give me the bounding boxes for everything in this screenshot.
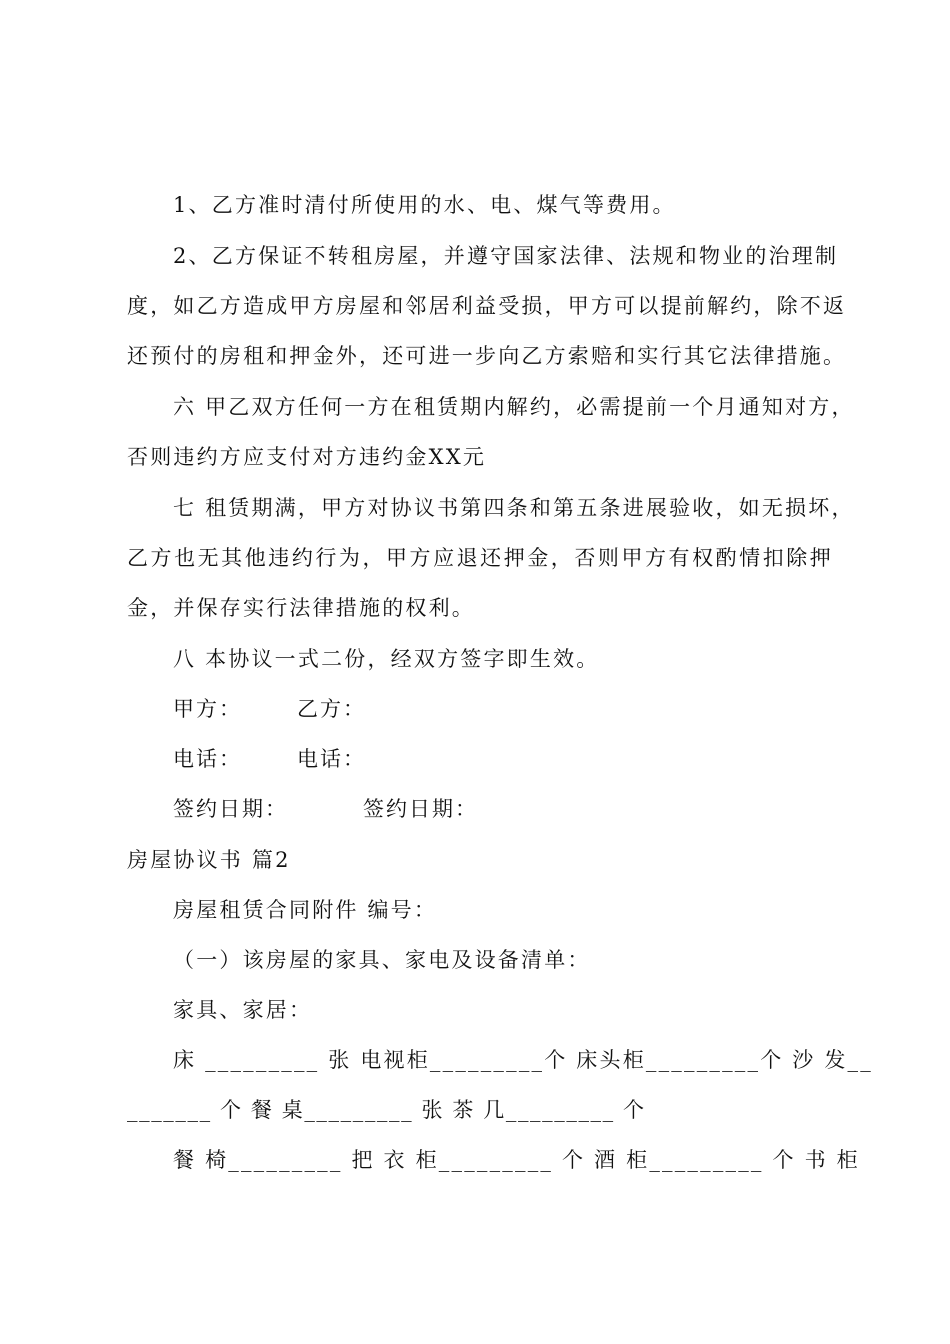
party-b-label: 乙方： [297, 697, 366, 721]
clause-water-electric: 1、乙方准时清付所使用的水、电、煤气等费用。 [173, 193, 676, 217]
clause-seven-line-3: 金，并保存实行法律措施的权利。 [127, 596, 475, 620]
phone-b-label: 电话： [297, 747, 366, 771]
furniture-row-1: 床 _________ 张 电视柜_________个 床头柜_________个 沙 发__ [173, 1048, 873, 1072]
annex-heading: 房屋租赁合同附件 编号： [173, 898, 438, 922]
sign-date-b-label: 签约日期： [363, 797, 478, 821]
phone-a-label: 电话： [173, 747, 242, 771]
furniture-heading: 家具、家居： [173, 998, 313, 1022]
clause-six-line-1: 六 甲乙双方任何一方在租赁期内解约，必需提前一个月通知对方， [173, 395, 855, 419]
clause-no-sublet-line-3: 还预付的房租和押金外，还可进一步向乙方索赔和实行其它法律措施。 [127, 344, 847, 368]
clause-seven-line-1: 七 租赁期满，甲方对协议书第四条和第五条进展验收，如无损坏， [173, 496, 855, 520]
party-a-label: 甲方： [173, 697, 242, 721]
clause-seven-line-2: 乙方也无其他违约行为，甲方应退还押金，否则甲方有权酌情扣除押 [127, 546, 833, 570]
clause-no-sublet-line-2: 度，如乙方造成甲方房屋和邻居利益受损，甲方可以提前解约，除不返 [127, 294, 847, 318]
furniture-row-2: _______ 个 餐 桌_________ 张 茶 几_________ 个 [127, 1098, 646, 1122]
inventory-list-heading: （一）该房屋的家具、家电及设备清单： [173, 948, 591, 972]
clause-six-line-2: 否则违约方应支付对方违约金XX元 [127, 445, 487, 469]
sign-date-a-label: 签约日期： [173, 797, 288, 821]
section-title: 房屋协议书 篇2 [127, 848, 291, 872]
clause-eight: 八 本协议一式二份，经双方签字即生效。 [173, 647, 600, 671]
furniture-row-3: 餐 椅_________ 把 衣 柜_________ 个 酒 柜_________ 个 书 柜 [173, 1148, 860, 1172]
clause-no-sublet-line-1: 2、乙方保证不转租房屋，并遵守国家法律、法规和物业的治理制 [173, 244, 839, 268]
